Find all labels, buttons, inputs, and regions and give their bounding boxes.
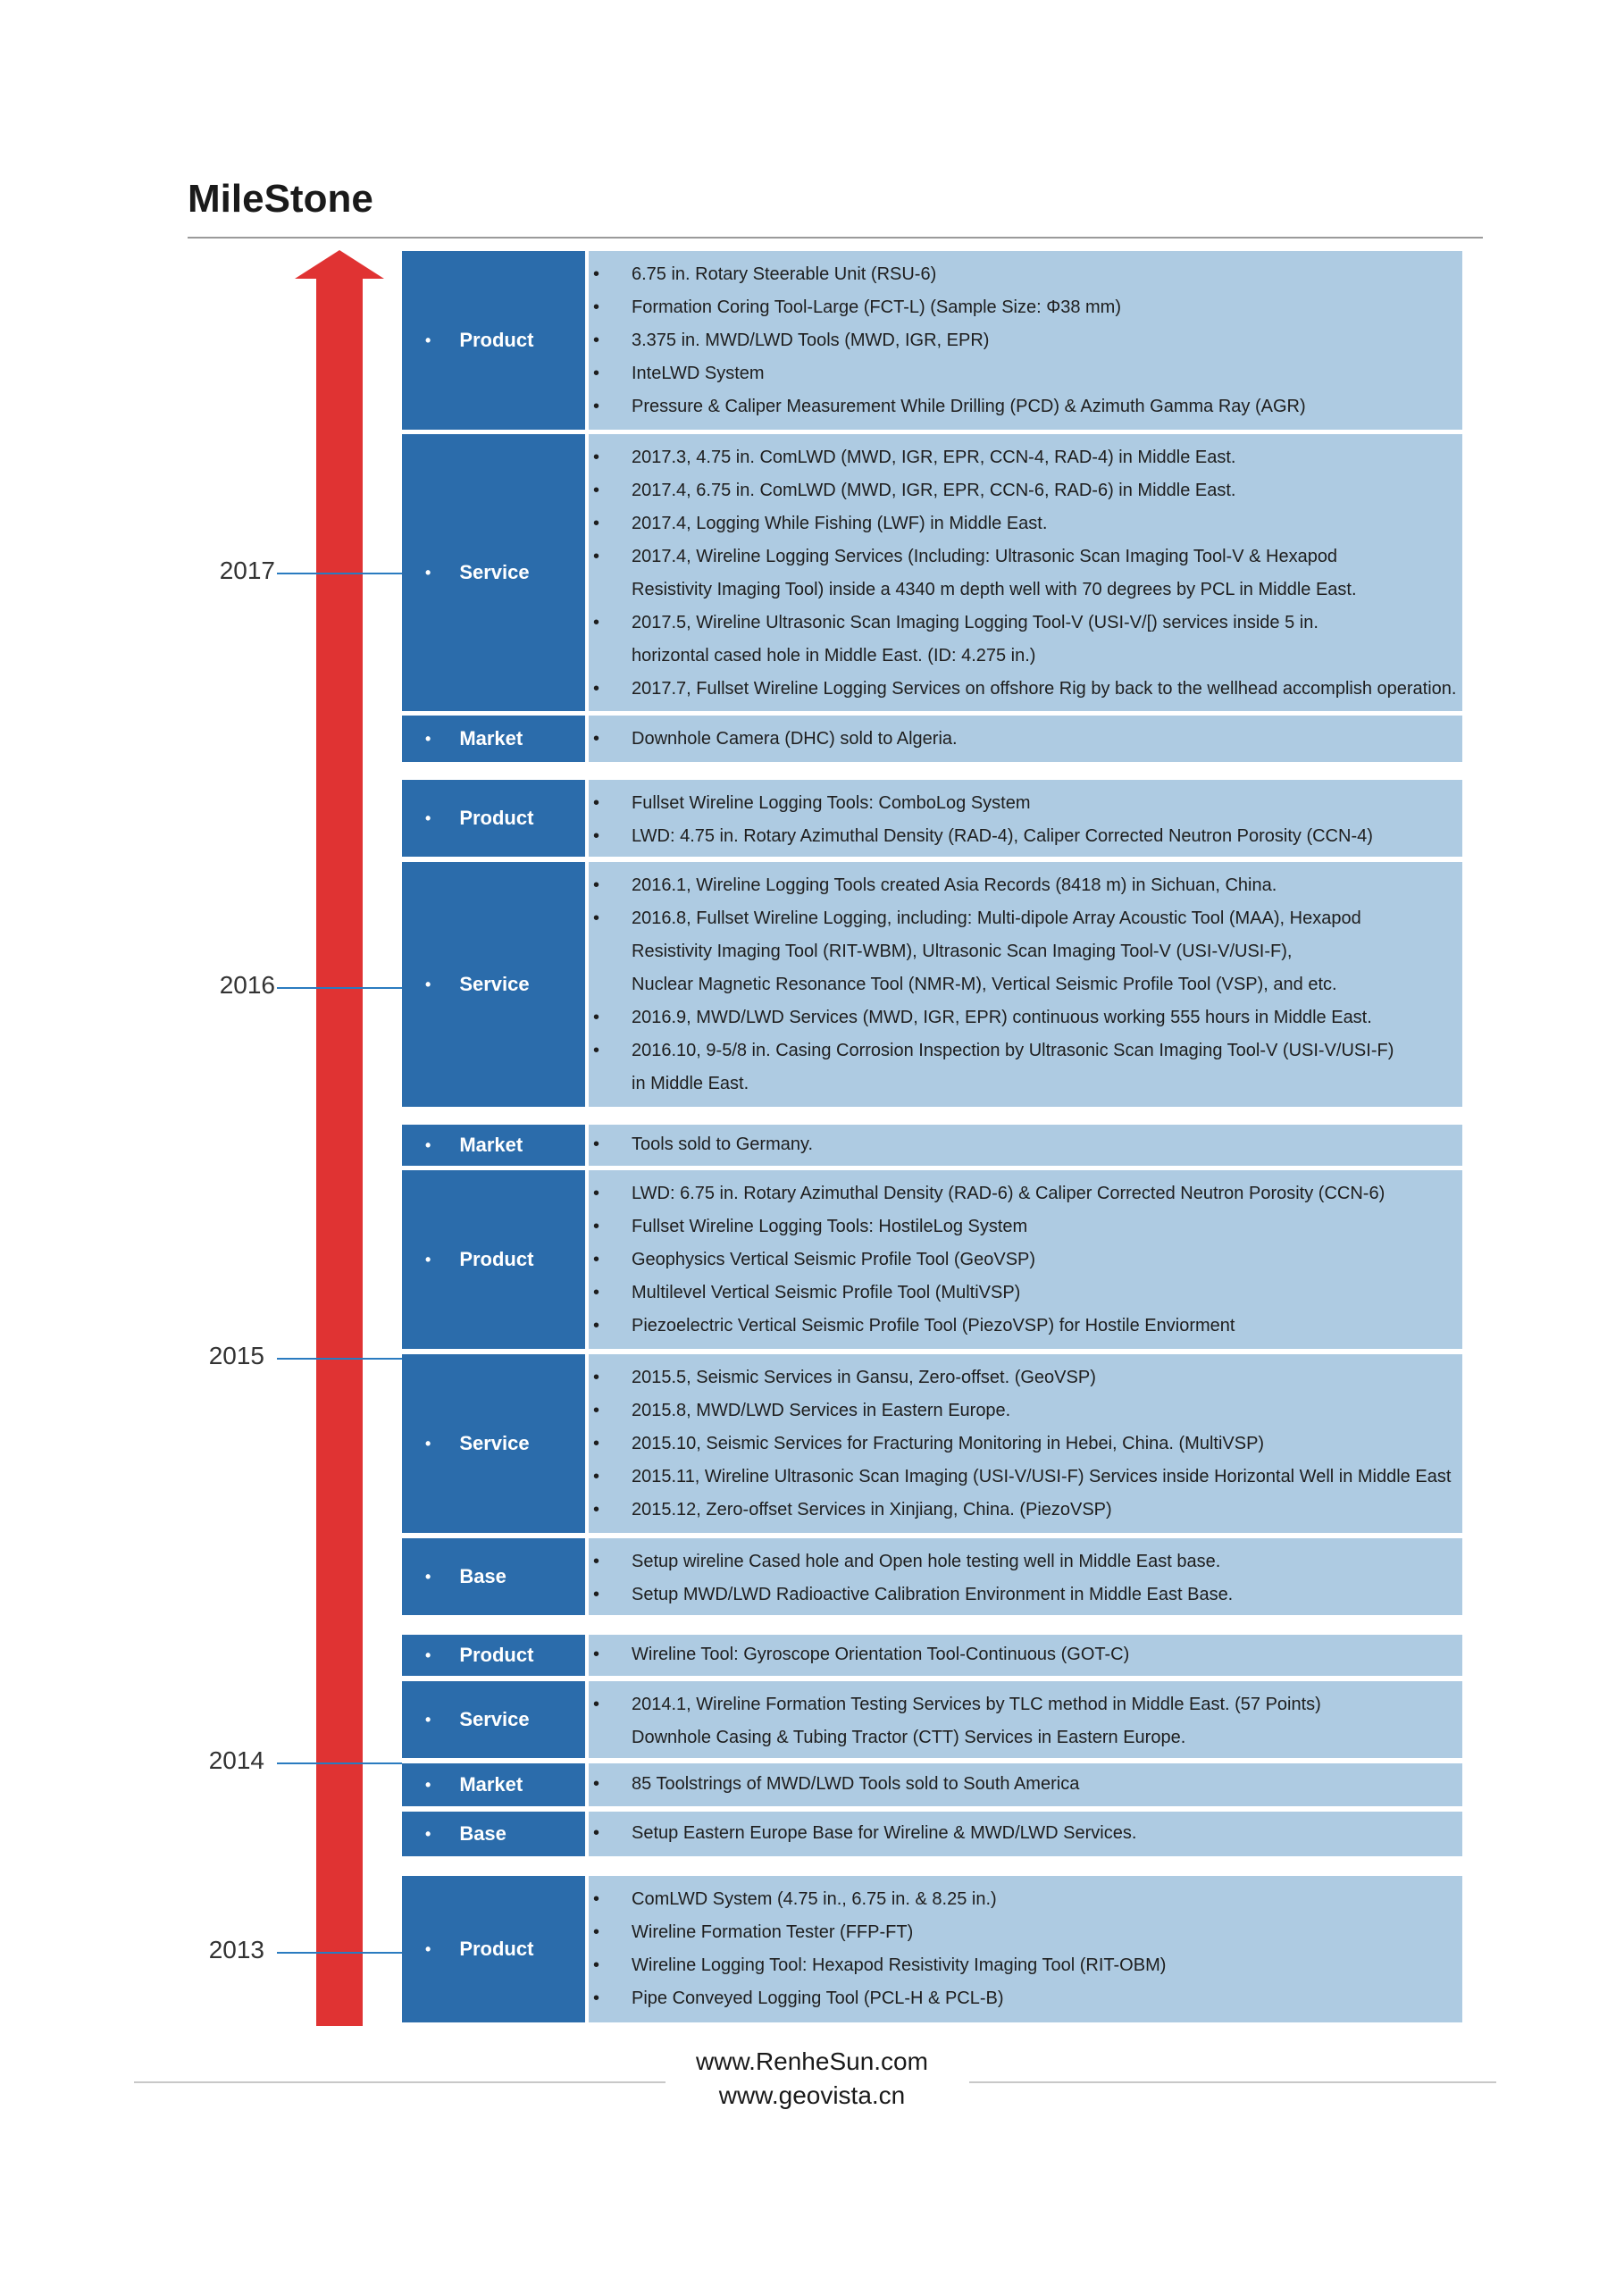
- category-cell-2015-service: [402, 1354, 585, 1533]
- list-item: • Wireline Formation Tester (FFP-FT): [589, 1916, 1462, 1949]
- category-label: Product: [459, 1248, 534, 1270]
- category-label: Market: [459, 1773, 523, 1796]
- list-item: • 2016.10, 9-5/8 in. Casing Corrosion Inspection by Ultrasonic Scan Imaging Tool-V (USI-V/USI-F): [589, 1034, 1462, 1067]
- detail-cell-2014-product: [589, 1635, 1462, 1676]
- bullet-icon: •: [425, 1434, 431, 1453]
- list-item: • Multilevel Vertical Seismic Profile Tool (MultiVSP): [589, 1277, 1462, 1310]
- list-item: • Setup wireline Cased hole and Open hole testing well in Middle East base.: [589, 1545, 1462, 1578]
- category-cell-2017-market: [402, 716, 585, 762]
- detail-cell-2014-market: [589, 1763, 1462, 1806]
- category-label: Service: [459, 561, 530, 583]
- category-cell-2016-market: [402, 1125, 585, 1166]
- year-label-2017: 2017: [219, 557, 275, 584]
- list-item: • 3.375 in. MWD/LWD Tools (MWD, IGR, EPR): [589, 324, 1462, 357]
- list-item: • Wireline Tool: Gyroscope Orientation Tool-Continuous (GOT-C): [589, 1638, 1462, 1671]
- category-label: Product: [459, 1644, 534, 1666]
- category-label: Service: [459, 1708, 530, 1730]
- list-item: • Piezoelectric Vertical Seismic Profile Tool (PiezoVSP) for Hostile Enviorment: [589, 1310, 1462, 1343]
- category-label: Product: [459, 807, 534, 829]
- bullet-icon: •: [425, 1645, 431, 1664]
- timeline-arrow-head: [295, 250, 384, 279]
- footer-website-link[interactable]: www.RenheSun.com: [696, 2047, 928, 2075]
- category-label: Base: [459, 1565, 506, 1587]
- year-label-2013: 2013: [208, 1936, 264, 1963]
- category-cell-2015-base: [402, 1538, 585, 1615]
- list-item: • 2015.12, Zero-offset Services in Xinjiang, China. (PiezoVSP): [589, 1494, 1462, 1527]
- list-item: • 2014.1, Wireline Formation Testing Services by TLC method in Middle East. (57 Points): [589, 1688, 1462, 1721]
- list-item: • LWD: 4.75 in. Rotary Azimuthal Density (RAD-4), Caliper Corrected Neutron Porosity (CCN-4): [589, 820, 1462, 853]
- list-item-continuation: Resistivity Imaging Tool) inside a 4340 m depth well with 70 degrees by PCL in Middle East.: [632, 580, 1357, 599]
- list-item: • 85 Toolstrings of MWD/LWD Tools sold to South America: [589, 1768, 1462, 1801]
- list-item: • 2015.10, Seismic Services for Fracturing Monitoring in Hebei, China. (MultiVSP): [589, 1427, 1462, 1461]
- list-item: • 2015.5, Seismic Services in Gansu, Zero-offset. (GeoVSP): [589, 1361, 1462, 1394]
- detail-cell-2014-base: [589, 1812, 1462, 1856]
- list-item: • LWD: 6.75 in. Rotary Azimuthal Density (RAD-6) & Caliper Corrected Neutron Porosity (CCN-6): [589, 1177, 1462, 1210]
- list-item: • 2016.8, Fullset Wireline Logging, including: Multi-dipole Array Acoustic Tool (MAA), Hexapod: [589, 902, 1462, 935]
- bullet-icon: •: [425, 1775, 431, 1794]
- list-item: • Setup Eastern Europe Base for Wireline & MWD/LWD Services.: [589, 1817, 1462, 1850]
- list-item: • Fullset Wireline Logging Tools: ComboLog System: [589, 787, 1462, 820]
- category-cell-2014-base: [402, 1812, 585, 1856]
- list-item-continuation: Downhole Casing & Tubing Tractor (CTT) Services in Eastern Europe.: [632, 1728, 1186, 1747]
- bullet-icon: •: [425, 1710, 431, 1729]
- category-cell-2014-market: [402, 1763, 585, 1806]
- list-item: • 2015.8, MWD/LWD Services in Eastern Europe.: [589, 1394, 1462, 1427]
- bullet-icon: •: [425, 1135, 431, 1154]
- category-cell-2014-product: [402, 1635, 585, 1676]
- detail-cell-2016-service: [589, 862, 1462, 1107]
- bullet-icon: •: [425, 975, 431, 993]
- year-label-2016: 2016: [219, 971, 275, 999]
- detail-cell-2017-market: [589, 716, 1462, 762]
- list-item: • 2015.11, Wireline Ultrasonic Scan Imaging (USI-V/USI-F) Services inside Horizontal Well in Middle East: [589, 1461, 1462, 1494]
- year-label-2015: 2015: [208, 1342, 264, 1369]
- detail-cell-2015-service: [589, 1354, 1462, 1533]
- category-cell-2017-product: [402, 251, 585, 430]
- list-item-continuation: horizontal cased hole in Middle East. (ID: 4.275 in.): [632, 646, 1036, 666]
- list-item: • 2017.4, Logging While Fishing (LWF) in Middle East.: [589, 507, 1462, 540]
- category-cell-2017-service: [402, 434, 585, 711]
- detail-cell-2016-product: [589, 780, 1462, 857]
- list-item: • Downhole Camera (DHC) sold to Algeria.: [589, 723, 1462, 756]
- footer-website-link[interactable]: www.geovista.cn: [718, 2081, 906, 2109]
- detail-cell-2015-product: [589, 1170, 1462, 1349]
- year-tick-2015: [277, 1358, 402, 1360]
- list-item-continuation: Resistivity Imaging Tool (RIT-WBM), Ultrasonic Scan Imaging Tool-V (USI-V/USI-F),: [632, 942, 1293, 961]
- list-item: • 2017.7, Fullset Wireline Logging Services on offshore Rig by back to the wellhead accomplish operation.: [589, 673, 1462, 706]
- list-item: • Wireline Logging Tool: Hexapod Resistivity Imaging Tool (RIT-OBM): [589, 1949, 1462, 1982]
- bullet-icon: •: [425, 1250, 431, 1268]
- detail-cell-2017-product: [589, 251, 1462, 430]
- list-item: • 2017.4, Wireline Logging Services (Including: Ultrasonic Scan Imaging Tool-V & Hexapod: [589, 540, 1462, 574]
- category-cell-2014-service: [402, 1681, 585, 1758]
- list-item: • ComLWD System (4.75 in., 6.75 in. & 8.25 in.): [589, 1883, 1462, 1916]
- year-label-2014: 2014: [208, 1746, 264, 1774]
- list-item: • Pressure & Caliper Measurement While Drilling (PCD) & Azimuth Gamma Ray (AGR): [589, 390, 1462, 423]
- bullet-icon: •: [425, 808, 431, 827]
- detail-cell-2014-service: [589, 1681, 1462, 1758]
- list-item: • Setup MWD/LWD Radioactive Calibration Environment in Middle East Base.: [589, 1578, 1462, 1612]
- list-item: • 2016.1, Wireline Logging Tools created Asia Records (8418 m) in Sichuan, China.: [589, 869, 1462, 902]
- bullet-icon: •: [425, 331, 431, 349]
- bullet-icon: •: [425, 1567, 431, 1586]
- year-tick-2014: [277, 1762, 402, 1764]
- list-item: • Geophysics Vertical Seismic Profile Tool (GeoVSP): [589, 1243, 1462, 1277]
- list-item: • Tools sold to Germany.: [589, 1128, 1462, 1161]
- category-cell-2013-product: [402, 1876, 585, 2022]
- list-item: • Fullset Wireline Logging Tools: HostileLog System: [589, 1210, 1462, 1243]
- detail-cell-2017-service: [589, 434, 1462, 711]
- category-cell-2016-product: [402, 780, 585, 857]
- list-item: • InteLWD System: [589, 357, 1462, 390]
- category-cell-2015-product: [402, 1170, 585, 1349]
- list-item-continuation: in Middle East.: [632, 1074, 749, 1093]
- list-item: • Formation Coring Tool-Large (FCT-L) (Sample Size: Φ38 mm): [589, 291, 1462, 324]
- detail-cell-2013-product: [589, 1876, 1462, 2022]
- detail-cell-2016-market: [589, 1125, 1462, 1166]
- category-label: Base: [459, 1822, 506, 1845]
- list-item: • 2016.9, MWD/LWD Services (MWD, IGR, EPR) continuous working 555 hours in Middle East.: [589, 1001, 1462, 1034]
- bullet-icon: •: [425, 563, 431, 582]
- list-item: • 6.75 in. Rotary Steerable Unit (RSU-6): [589, 258, 1462, 291]
- category-label: Service: [459, 973, 530, 995]
- list-item-continuation: Nuclear Magnetic Resonance Tool (NMR-M), Vertical Seismic Profile Tool (VSP), and etc.: [632, 975, 1337, 994]
- category-label: Market: [459, 727, 523, 749]
- year-tick-2016: [277, 987, 402, 989]
- list-item: • 2017.3, 4.75 in. ComLWD (MWD, IGR, EPR, CCN-4, RAD-4) in Middle East.: [589, 441, 1462, 474]
- list-item: • 2017.4, 6.75 in. ComLWD (MWD, IGR, EPR, CCN-6, RAD-6) in Middle East.: [589, 474, 1462, 507]
- detail-cell-2015-base: [589, 1538, 1462, 1615]
- bullet-icon: •: [425, 1939, 431, 1958]
- category-label: Product: [459, 329, 534, 351]
- list-item: • Pipe Conveyed Logging Tool (PCL-H & PCL-B): [589, 1982, 1462, 2015]
- year-tick-2013: [277, 1952, 402, 1954]
- year-tick-2017: [277, 573, 402, 574]
- category-cell-2016-service: [402, 862, 585, 1107]
- bullet-icon: •: [425, 1824, 431, 1843]
- category-label: Market: [459, 1134, 523, 1156]
- bullet-icon: •: [425, 729, 431, 748]
- category-label: Product: [459, 1938, 534, 1960]
- page-title: MileStone: [188, 177, 373, 221]
- list-item: • 2017.5, Wireline Ultrasonic Scan Imaging Logging Tool-V (USI-V/[) services inside 5 in.: [589, 607, 1462, 640]
- category-label: Service: [459, 1432, 530, 1454]
